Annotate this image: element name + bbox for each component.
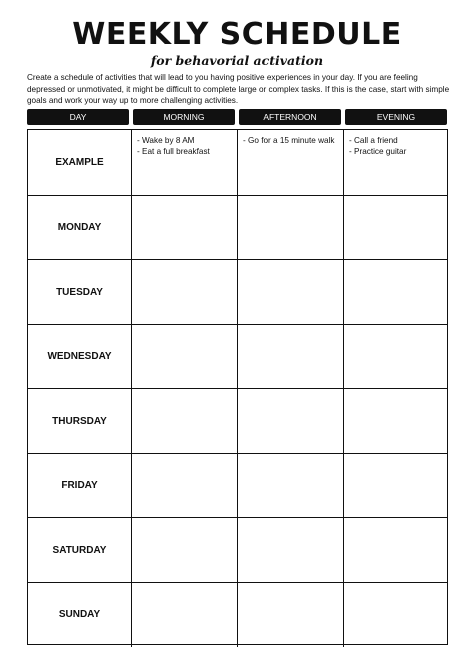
evening-cell[interactable] [344,389,447,454]
morning-cell[interactable] [132,583,238,648]
morning-activities [132,260,237,266]
morning-cell[interactable] [132,454,238,519]
day-label: SATURDAY [28,518,132,583]
afternoon-activities [238,389,343,395]
evening-activities [344,389,447,395]
afternoon-activities [238,196,343,202]
afternoon-cell[interactable] [238,454,344,519]
morning-cell[interactable] [132,389,238,454]
evening-cell[interactable] [344,518,447,583]
evening-activities [344,518,447,524]
table-row [28,195,447,261]
day-label: TUESDAY [28,260,132,325]
morning-cell[interactable] [132,260,238,325]
day-label: EXAMPLE [28,130,132,195]
afternoon-activities [238,454,343,460]
morning-cell[interactable] [132,518,238,583]
afternoon-activities [238,518,343,524]
page-subtitle: for behavorial activation [150,53,324,68]
evening-activities [344,325,447,331]
table-row [28,453,447,519]
evening-activities: - Call a friend - Practice guitar [349,136,407,156]
morning-activities [132,454,237,460]
afternoon-cell[interactable] [238,130,344,195]
afternoon-cell[interactable] [238,583,344,648]
evening-cell[interactable] [344,325,447,390]
header-day: DAY [27,109,129,125]
afternoon-cell[interactable] [238,196,344,261]
morning-cell[interactable] [132,130,238,195]
afternoon-cell[interactable] [238,325,344,390]
header-evening: EVENING [345,109,447,125]
evening-cell[interactable] [344,196,447,261]
table-row [28,582,447,648]
evening-cell[interactable] [344,260,447,325]
day-label: FRIDAY [28,454,132,519]
day-label: MONDAY [28,196,132,261]
evening-cell[interactable] [344,583,447,648]
afternoon-activities [238,260,343,266]
evening-activities [344,454,447,460]
table-row [28,388,447,454]
day-label: WEDNESDAY [28,325,132,390]
header-afternoon: AFTERNOON [239,109,341,125]
column-headers [27,109,449,125]
schedule-table [27,129,448,645]
day-label: THURSDAY [28,389,132,454]
evening-activities [344,583,447,589]
table-row [28,517,447,583]
evening-activities [344,260,447,266]
morning-cell[interactable] [132,196,238,261]
morning-activities [132,196,237,202]
evening-cell[interactable] [344,130,447,195]
evening-activities [344,196,447,202]
morning-activities: - Wake by 8 AM - Eat a full breakfast [137,136,210,156]
table-row [28,130,447,195]
afternoon-activities: - Go for a 15 minute walk [243,136,335,145]
afternoon-activities [238,583,343,589]
morning-cell[interactable] [132,325,238,390]
afternoon-cell[interactable] [238,389,344,454]
afternoon-cell[interactable] [238,518,344,583]
morning-activities [132,518,237,524]
afternoon-cell[interactable] [238,260,344,325]
evening-cell[interactable] [344,454,447,519]
day-label: SUNDAY [28,583,132,648]
intro-text: Create a schedule of activities that will lead to you having positive experiences in your day. If you are feeling depressed or unmotivated, it might be difficult to complete large or complex tasks. If this is the case, start with simple goals and work your way up to more challenging activities. [27,73,450,106]
page-title: WEEKLY SCHEDULE [72,17,402,52]
morning-activities [132,389,237,395]
morning-activities [132,325,237,331]
table-row [28,259,447,325]
afternoon-activities [238,325,343,331]
table-row [28,324,447,390]
header-morning: MORNING [133,109,235,125]
morning-activities [132,583,237,589]
